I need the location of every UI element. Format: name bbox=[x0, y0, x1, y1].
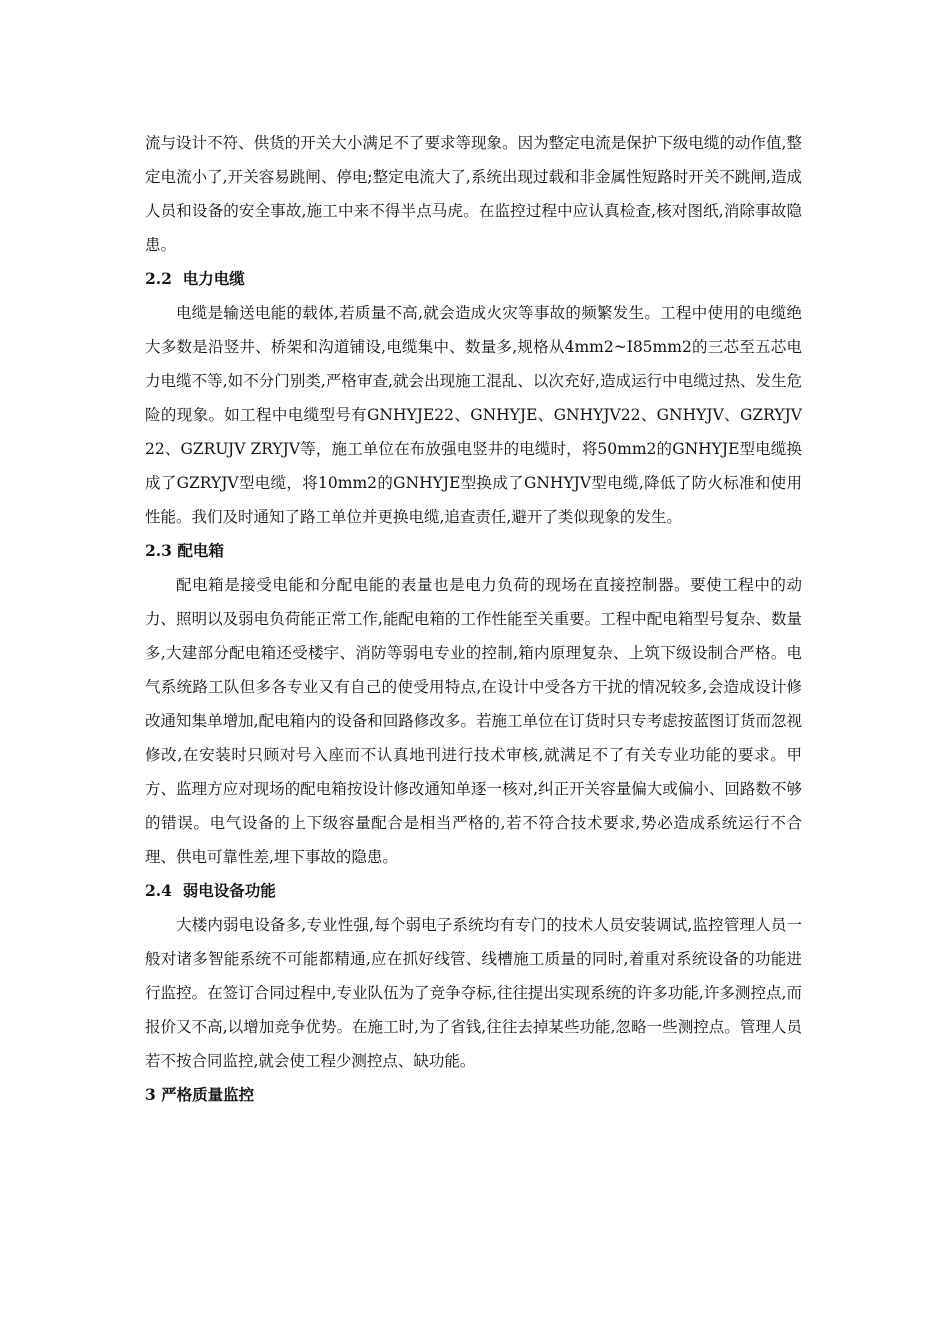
paragraph-distribution-box: 配电箱是接受电能和分配电能的表量也是电力负荷的现场在直接控制器。要使工程中的动力、照明以及弱电负荷能正常工作,能配电箱的工作性能至关重要。工程中配电箱型号复杂、数量多,大建部分配电箱还受楼宇、消防等弱电专业的控制,箱内原理复杂、上筑下级设制合严格。电气系统路工队但多各专业又有自己的使受用特点,在设计中受各方干扰的情况较多,会造成设计修改通知集单增加,配电箱内的设备和回路修改多。若施工单位在订货时只专考虑按蓝图订货而忽视修改,在安装时只顾对号入座而不认真地刊进行技术审核,就满足不了有关专业功能的要求。甲方、监理方应对现场的配电箱按设计修改通知单逐一核对,纠正开关容量偏大或偏小、回路数不够的错误。电气设备的上下级容量配合是相当严格的,若不符合技术要求,势必造成系统运行不合理、供电可靠性差,埋下事故的隐患。 bbox=[145, 576, 802, 866]
section-heading-distribution-box: 2.3 配电箱 bbox=[145, 541, 224, 560]
section-heading-power-cable: 2.2 电力电缆 bbox=[145, 269, 245, 288]
paragraph-weak-current: 大楼内弱电设备多,专业性强,每个弱电子系统均有专门的技术人员安装调试,监控管理人员一般对诸多智能系统不可能都精通,应在抓好线管、线槽施工质量的同时,着重对系统设备的功能进行监控。在签订合同过程中,专业队伍为了竞争夺标,往往提出实现系统的许多功能,许多测控点,而报价又不高,以增加竞争优势。在施工时,为了省钱,往往去掉某些功能,忽略一些测控点。管理人员若不按合同监控,就会使工程少测控点、缺功能。 bbox=[145, 916, 802, 1070]
section-heading-quality-control: 3 严格质量监控 bbox=[145, 1085, 255, 1104]
paragraph-switch-setting: 流与设计不符、供货的开关大小满足不了要求等现象。因为整定电流是保护下级电缆的动作值,整定电流小了,开关容易跳闸、停电;整定电流大了,系统出现过载和非金属性短路时开关不跳闸,造成人员和设备的安全事故,施工中来不得半点马虎。在监控过程中应认真检查,核对图纸,消除事故隐患。 bbox=[145, 134, 802, 254]
paragraph-power-cable: 电缆是输送电能的载体,若质量不高,就会造成火灾等事故的频繁发生。工程中使用的电缆绝大多数是沿竖井、桥架和沟道铺设,电缆集中、数量多,规格从4mm2~I85mm2的三芯至五芯电力电缆不等,如不分门别类,严格审查,就会出现施工混乱、以次充好,造成运行中电缆过热、发生危险的现象。如工程中电缆型号有GNHYJE22、GNHYJE、GNHYJV22、GNHYJV、GZRYJV22、GZRUJV ZRYJV等，施工单位在布放强电竖井的电缆时，将50mm2的GNHYJE型电缆换成了GZRYJV型电缆，将10mm2的GNHYJE型换成了GNHYJV型电缆,降低了防火标准和使用性能。我们及时通知了路工单位并更换电缆,追查责任,避开了类似现象的发生。 bbox=[145, 304, 802, 526]
section-heading-weak-current: 2.4 弱电设备功能 bbox=[145, 881, 276, 900]
